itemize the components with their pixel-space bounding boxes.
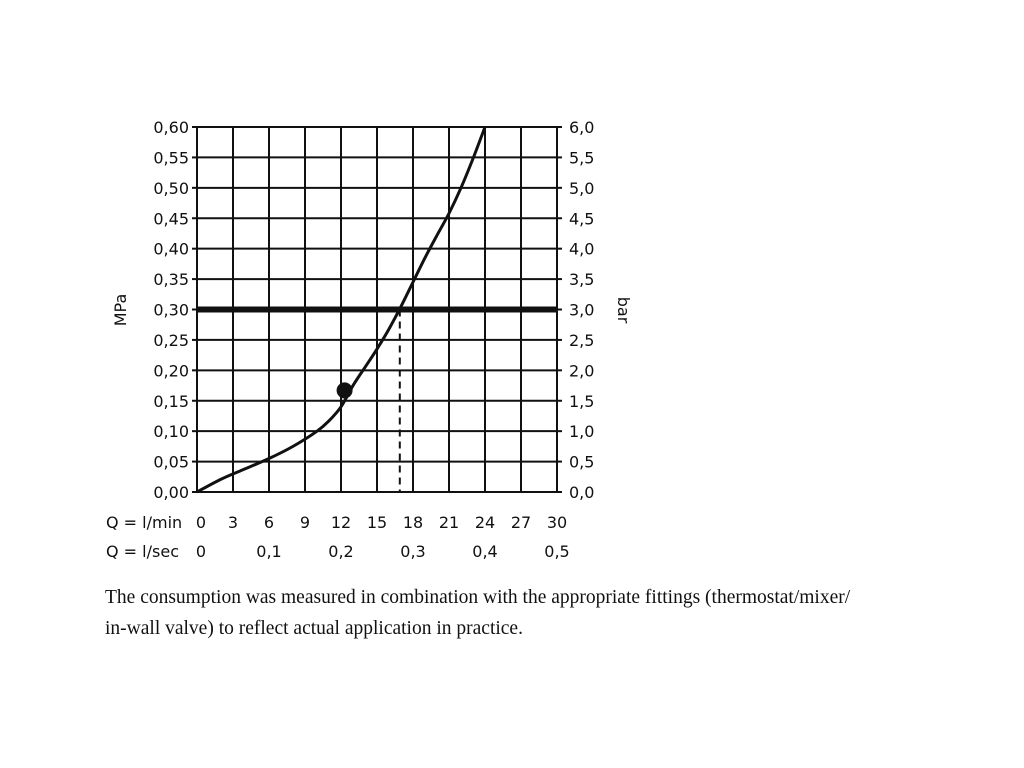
x-lsec-tick-label: 0 bbox=[195, 542, 207, 561]
left-axis-tick-label: 0,60 bbox=[153, 118, 189, 137]
x-lsec-tick-label: 0,3 bbox=[400, 542, 426, 561]
right-axis-tick-label: 1,0 bbox=[569, 422, 595, 442]
x-lmin-tick-label: 6 bbox=[263, 513, 275, 532]
x-lmin-tick-label: 9 bbox=[299, 513, 311, 532]
left-axis-tick-label: 0,50 bbox=[153, 178, 189, 198]
x-axis-lmin-title: Q = l/min bbox=[106, 513, 183, 532]
right-axis-tick-label: 2,5 bbox=[569, 330, 595, 350]
right-axis-tick-label: 0,5 bbox=[569, 452, 595, 472]
x-lmin-tick-label: 18 bbox=[402, 513, 424, 532]
x-lmin-tick-label: 3 bbox=[227, 513, 239, 532]
right-axis-tick-label: 4,5 bbox=[569, 209, 595, 229]
left-axis-tick-label: 0,00 bbox=[153, 483, 189, 502]
x-lmin-tick-label: 21 bbox=[438, 513, 460, 532]
right-axis-tick-label: 6,0 bbox=[569, 118, 595, 137]
left-axis-tick-label: 0,10 bbox=[153, 422, 189, 442]
right-axis-tick-label: 5,0 bbox=[569, 178, 595, 198]
x-lmin-tick-label: 30 bbox=[546, 513, 568, 532]
chart-caption bbox=[105, 582, 965, 644]
left-axis-tick-label: 0,30 bbox=[153, 300, 189, 320]
right-axis-tick-label: 5,5 bbox=[569, 148, 595, 168]
left-axis-title: MPa bbox=[111, 293, 130, 327]
left-axis-tick-label: 0,15 bbox=[153, 391, 189, 411]
x-lsec-tick-label: 0,5 bbox=[544, 542, 570, 561]
right-axis-tick-label: 3,0 bbox=[569, 300, 595, 320]
x-lsec-tick-label: 0,2 bbox=[328, 542, 354, 561]
right-axis-title: bar bbox=[614, 296, 633, 324]
x-lmin-tick-label: 0 bbox=[195, 513, 207, 532]
caption-line-2: in-wall valve) to reflect actual application in practice. bbox=[105, 618, 523, 639]
left-axis-tick-label: 0,25 bbox=[153, 330, 189, 350]
x-lsec-tick-label: 0,4 bbox=[472, 542, 498, 561]
left-axis-tick-label: 0,20 bbox=[153, 361, 189, 381]
right-axis-tick-label: 1,5 bbox=[569, 391, 595, 411]
left-axis-tick-label: 0,40 bbox=[153, 239, 189, 259]
caption-line-1: The consumption was measured in combination with the appropriate fittings (thermostat/mixer/ bbox=[105, 587, 851, 608]
x-lmin-tick-label: 27 bbox=[510, 513, 532, 532]
right-axis-tick-label: 0,0 bbox=[569, 483, 595, 502]
left-axis-tick-label: 0,45 bbox=[153, 209, 189, 229]
left-axis-tick-label: 0,05 bbox=[153, 452, 189, 472]
right-axis-tick-label: 3,5 bbox=[569, 270, 595, 290]
x-lmin-tick-label: 15 bbox=[366, 513, 388, 532]
left-axis-tick-label: 0,55 bbox=[153, 148, 189, 168]
x-lmin-tick-label: 24 bbox=[474, 513, 496, 532]
x-axis-lsec-title: Q = l/sec bbox=[106, 542, 179, 561]
left-axis-tick-label: 0,35 bbox=[153, 270, 189, 290]
operating-point-marker bbox=[337, 382, 353, 398]
right-axis-tick-label: 2,0 bbox=[569, 361, 595, 381]
x-lsec-tick-label: 0,1 bbox=[256, 542, 282, 561]
x-lmin-tick-label: 12 bbox=[330, 513, 352, 532]
right-axis-tick-label: 4,0 bbox=[569, 239, 595, 259]
